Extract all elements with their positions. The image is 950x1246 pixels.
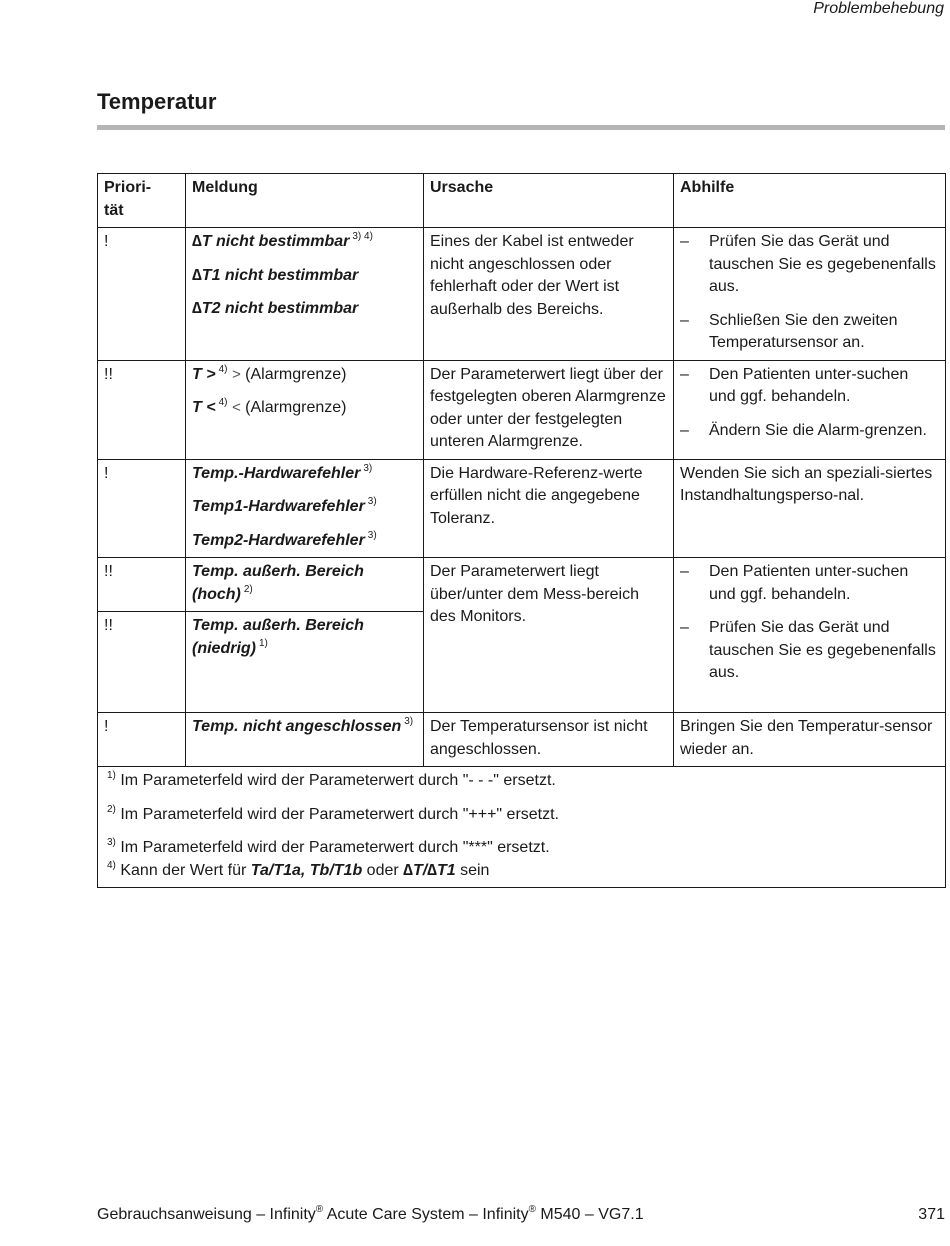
cause-cell: Der Temperatursensor ist nicht angeschlossen.: [424, 713, 674, 767]
footnote: $^{3)}$ Im Parameterfeld wird der Parameterwert durch "***" ersetzt.: [107, 837, 550, 856]
header-message: Meldung: [186, 174, 424, 228]
header-cause: Ursache: [424, 174, 674, 228]
alarm-message: Temp. außerh. Bereich (hoch) $^{2)}$: [192, 563, 364, 603]
remedy-cell: Wenden Sie sich an speziali-siertes Instandhaltungsperso-nal.: [674, 459, 946, 558]
footnote: $^{2)}$ Im Parameterfeld wird der Parameterwert durch "+++" ersetzt.: [107, 803, 559, 823]
alarm-message: Temp. außerh. Bereich (niedrig) $^{1)}$: [192, 617, 364, 657]
remedy-item: – Den Patienten unter-suchen und ggf. behandeln.: [680, 365, 909, 405]
alarm-table: [97, 173, 946, 888]
cause-cell: Eines der Kabel ist entweder nicht angeschlossen oder fehlerhaft oder der Wert ist außerhalb des Bereichs.: [424, 228, 674, 361]
table-row: [98, 713, 946, 767]
remedy-item: – Schließen Sie den zweiten Temperatursensor an.: [680, 311, 898, 351]
message-cell: [186, 360, 424, 459]
title-rule: [97, 125, 945, 130]
alarm-message: T > $^{4)}$ > (Alarmgrenze): [192, 363, 347, 383]
remedy-cell: [674, 228, 946, 361]
alarm-message: ∆T1 nicht bestimmbar: [192, 266, 359, 284]
table-row: [98, 558, 946, 612]
priority-cell: !: [98, 713, 186, 767]
table-header-row: [98, 174, 946, 228]
remedy-item: – Prüfen Sie das Gerät und tauschen Sie es gegebenenfalls aus.: [680, 233, 936, 295]
remedy-cell: [674, 558, 946, 713]
section-title: Temperatur: [97, 89, 217, 114]
alarm-message: ∆T nicht bestimmbar $^{3) 4)}$: [192, 231, 373, 250]
priority-cell: !!: [98, 558, 186, 612]
alarm-message: T < $^{4)}$ < (Alarmgrenze): [192, 397, 347, 416]
priority-cell: !!: [98, 612, 186, 713]
header-priority: Priori- tät: [98, 174, 186, 228]
alarm-message: Temp2-Hardwarefehler $^{3)}$: [192, 529, 377, 549]
cause-cell: Der Parameterwert liegt über/unter dem Mess-bereich des Monitors.: [424, 558, 674, 713]
footnotes-cell: [98, 767, 946, 888]
footnotes-row: [98, 767, 946, 888]
footnote: $^{1)}$ Im Parameterfeld wird der Parameterwert durch "- - -" ersetzt.: [107, 770, 556, 789]
cause-cell: Die Hardware-Referenz-werte erfüllen nicht die angegebene Toleranz.: [424, 459, 674, 558]
page-footer: [97, 1206, 945, 1224]
remedy-cell: [674, 360, 946, 459]
running-head: Problembehebung: [813, 0, 944, 17]
page-number: 371: [918, 1206, 945, 1223]
message-cell: [186, 459, 424, 558]
priority-cell: !: [98, 459, 186, 558]
priority-cell: !!: [98, 360, 186, 459]
remedy-cell: Bringen Sie den Temperatur-sensor wieder an.: [674, 713, 946, 767]
alarm-message: Temp1-Hardwarefehler $^{3)}$: [192, 496, 377, 515]
alarm-message: ∆T2 nicht bestimmbar: [192, 300, 359, 317]
remedy-item: – Prüfen Sie das Gerät und tauschen Sie es gegebenenfalls aus.: [680, 619, 936, 681]
remedy-item: – Den Patienten unter-suchen und ggf. behandeln.: [680, 563, 909, 603]
remedy-item: – Ändern Sie die Alarm-grenzen.: [680, 421, 927, 439]
message-cell: [186, 612, 424, 713]
footnote: $^{4)}$ Kann der Wert für Ta/T1a, Tb/T1b oder ∆T/∆T1 sein: [107, 859, 490, 879]
message-cell: [186, 228, 424, 361]
footer-document-title: Gebrauchsanweisung – Infinity® Acute Care System – Infinity® M540 – VG7.1: [97, 1204, 644, 1223]
table-row: [98, 228, 946, 361]
alarm-message: Temp.-Hardwarefehler $^{3)}$: [192, 462, 373, 482]
table-row: [98, 360, 946, 459]
message-cell: [186, 558, 424, 612]
alarm-message: Temp. nicht angeschlossen $^{3)}$: [192, 716, 414, 735]
header-remedy: Abhilfe: [674, 174, 946, 228]
message-cell: [186, 713, 424, 767]
cause-cell: Der Parameterwert liegt über der festgelegten oberen Alarmgrenze oder unter der festgelegten unteren Alarmgrenze.: [424, 360, 674, 459]
table-row: [98, 459, 946, 558]
priority-cell: !: [98, 228, 186, 361]
